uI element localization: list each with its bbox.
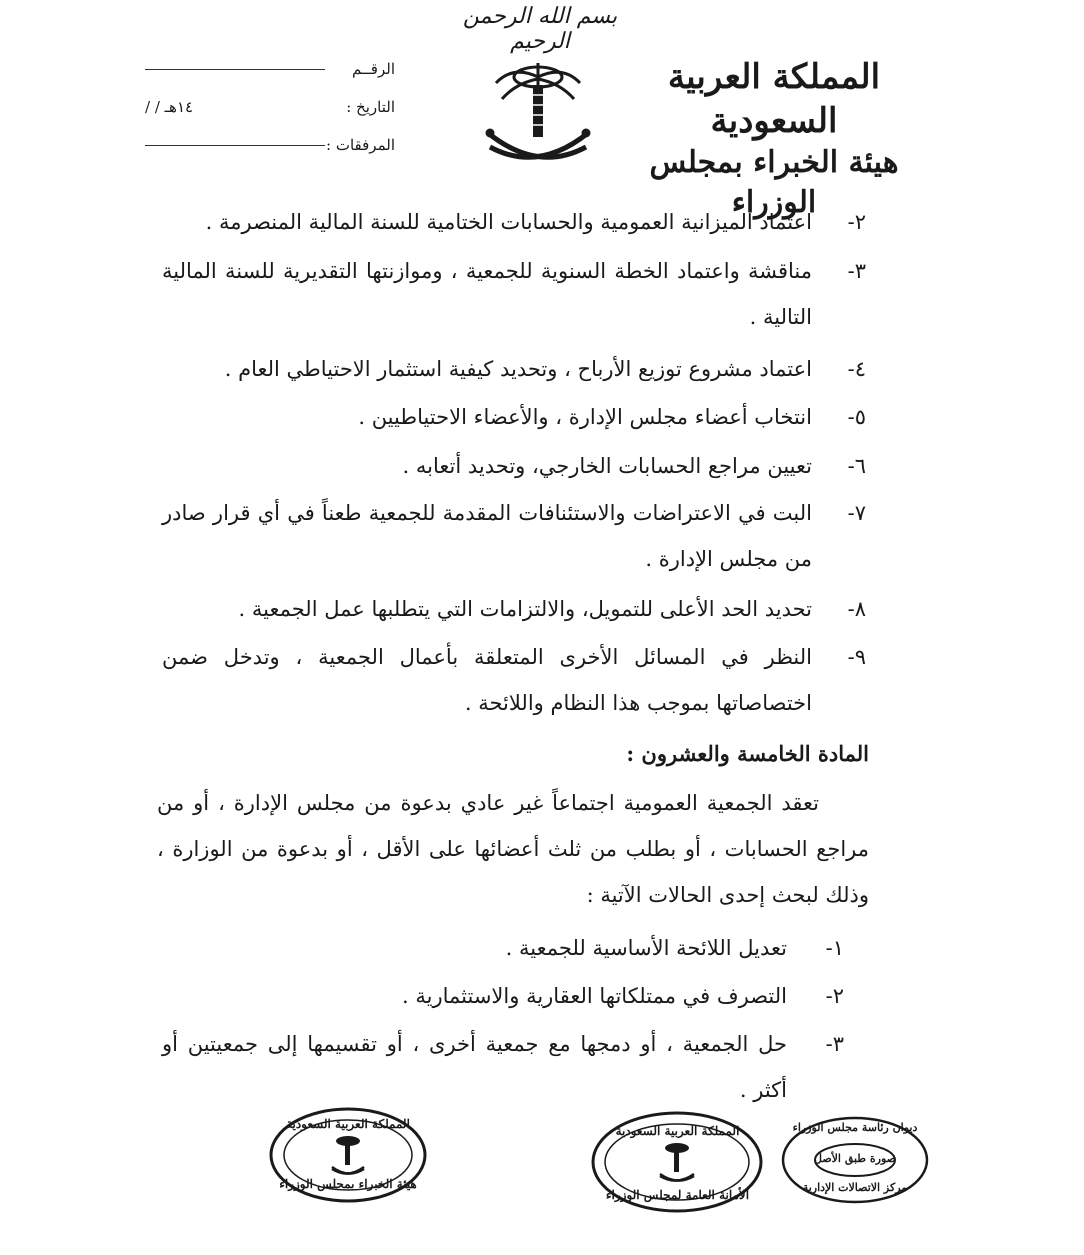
seal-right-bottom-text: مركز الاتصالات الإدارية — [802, 1181, 908, 1194]
list-item: مناقشة واعتماد الخطة السنوية للجمعية ، وموازنتها التقديرية للسنة المالية التالية . — [162, 259, 812, 329]
case-item: حل الجمعية ، أو دمجها مع جمعية أخرى ، أو تقسيمها إلى جمعيتين أو أكثر . — [162, 1032, 787, 1102]
ref-number-row — [145, 60, 395, 98]
list-item: تعيين مراجع الحسابات الخارجي، وتحديد أتعابه . — [402, 454, 812, 478]
list-item: انتخاب أعضاء مجلس الإدارة ، والأعضاء الاحتياطيين . — [358, 405, 812, 429]
org-line-1: المملكة العربية السعودية — [667, 57, 881, 141]
item-number: ٢- — [847, 210, 866, 234]
general-secretariat-seal — [590, 1110, 765, 1215]
seal-middle-top-text: المملكة العربية السعودية — [615, 1124, 740, 1138]
organization-name — [609, 55, 939, 223]
seal-left-bottom-text: هيئة الخبراء بمجلس الوزراء — [279, 1177, 417, 1191]
list-item: اعتماد الميزانية العمومية والحسابات الختامية للسنة المالية المنصرمة . — [205, 210, 812, 234]
experts-commission-seal — [268, 1105, 428, 1205]
ref-attachments-row — [145, 136, 395, 174]
case-number: ٢- — [825, 984, 844, 1008]
ref-attachments-label: المرفقات : — [326, 136, 395, 154]
item-number: ٦- — [847, 454, 866, 478]
seal-left-top-text: المملكة العربية السعودية — [286, 1117, 410, 1131]
seal-right-top-text: ديوان رئاسة مجلس الوزراء — [792, 1121, 918, 1134]
item-number: ٥- — [847, 405, 866, 429]
seal-right-mid-text: صورة طبق الأصل — [813, 1152, 896, 1165]
palm-swords-emblem-icon — [478, 55, 598, 175]
ref-number-line — [145, 69, 325, 70]
item-number: ٩- — [847, 645, 866, 669]
ref-number-label: الرقــم — [352, 60, 395, 78]
item-number: ٧- — [847, 501, 866, 525]
seal-middle-bottom-text: الأمانة العامة لمجلس الوزراء — [605, 1188, 750, 1202]
ref-date-value: / / ١٤هـ — [145, 98, 194, 116]
ref-attachments-line — [145, 145, 325, 146]
copy-certification-seal — [780, 1115, 930, 1205]
list-item: تحديد الحد الأعلى للتمويل، والالتزامات التي يتطلبها عمل الجمعية . — [238, 597, 812, 621]
article-paragraph: تعقد الجمعية العمومية اجتماعاً غير عادي بدعوة من مجلس الإدارة ، أو من مراجع الحسابات ، أو بطلب من ثلث أعضائها على الأقل ، أو بدعوة من الوزارة ، وذلك لبحث إحدى الحالات الآتية : — [157, 791, 869, 907]
list-item: اعتماد مشروع توزيع الأرباح ، وتحديد كيفية استثمار الاحتياطي العام . — [224, 357, 812, 381]
case-number: ٣- — [825, 1032, 844, 1056]
reference-block — [145, 60, 395, 174]
ref-date-label: التاريخ : — [346, 98, 395, 116]
ref-date-row — [145, 98, 395, 136]
article-heading: المادة الخامسة والعشرون : — [626, 741, 869, 766]
list-item: النظر في المسائل الأخرى المتعلقة بأعمال الجمعية ، وتدخل ضمن اختصاصاتها بموجب هذا النظام واللائحة . — [162, 645, 812, 715]
org-line-2: هيئة الخبراء بمجلس الوزراء — [649, 145, 899, 220]
case-number: ١- — [825, 936, 844, 960]
item-number: ٨- — [847, 597, 866, 621]
case-item: تعديل اللائحة الأساسية للجمعية . — [505, 936, 787, 960]
bismillah-heading: بسم الله الرحمن الرحيم — [462, 4, 618, 54]
item-number: ٤- — [847, 357, 866, 381]
case-item: التصرف في ممتلكاتها العقارية والاستثمارية . — [402, 984, 787, 1008]
list-item: البت في الاعتراضات والاستئنافات المقدمة للجمعية طعناً في أي قرار صادر من مجلس الإدارة . — [162, 501, 812, 571]
item-number: ٣- — [847, 259, 866, 283]
